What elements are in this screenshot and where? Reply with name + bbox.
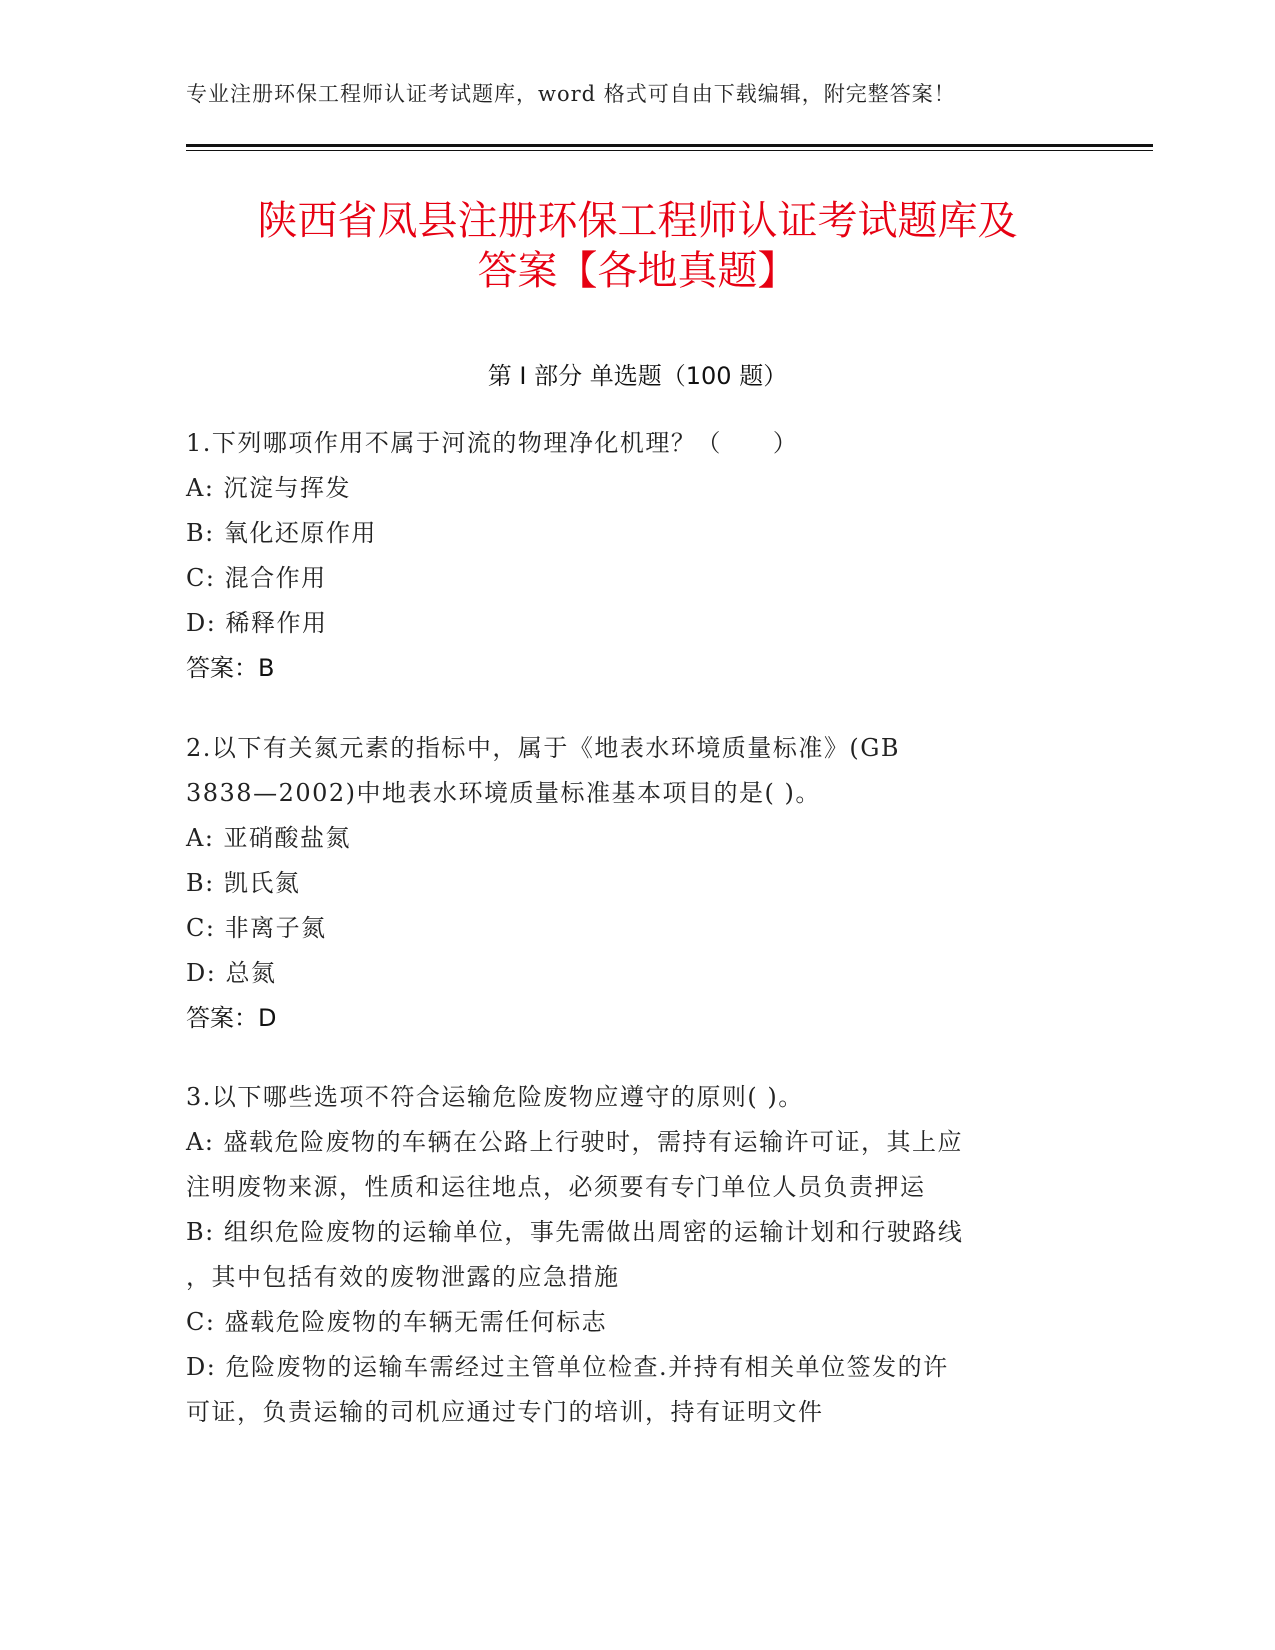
question-1-option-c: C: 混合作用 <box>186 564 327 592</box>
question-2-stem-line-1: 2.以下有关氮元素的指标中，属于《地表水环境质量标准》(GB <box>186 734 901 762</box>
page-header-text: 专业注册环保工程师认证考试题库，word 格式可自由下载编辑，附完整答案！ <box>186 82 956 106</box>
question-1-option-d: D: 稀释作用 <box>186 609 328 637</box>
document-title-line-1: 陕西省凤县注册环保工程师认证考试题库及 <box>257 198 1018 244</box>
header-rule-thick <box>186 144 1153 147</box>
question-1-option-a: A: 沉淀与挥发 <box>186 474 352 502</box>
question-2-option-d: D: 总氮 <box>186 959 277 987</box>
question-3 <box>186 1075 1086 1435</box>
question-2-answer: 答案：D <box>186 1004 277 1032</box>
question-2-option-c: C: 非离子氮 <box>186 914 327 942</box>
question-1-option-b: B: 氧化还原作用 <box>186 519 377 547</box>
header-rule-thin <box>186 150 1153 151</box>
question-3-option-a-line-2: 注明废物来源，性质和运往地点，必须要有专门单位人员负责押运 <box>186 1173 926 1201</box>
question-2-option-b: B: 凯氏氮 <box>186 869 301 897</box>
question-3-option-c: C: 盛载危险废物的车辆无需任何标志 <box>186 1308 608 1336</box>
question-3-option-b-line-2: ，其中包括有效的废物泄露的应急措施 <box>186 1263 620 1291</box>
question-3-option-d-line-1: D: 危险废物的运输车需经过主管单位检查.并持有相关单位签发的许 <box>186 1353 949 1381</box>
question-1-answer: 答案：B <box>186 654 275 682</box>
document-title-line-2: 答案【各地真题】 <box>477 248 798 294</box>
question-2 <box>186 726 1086 1041</box>
question-3-option-d-line-2: 可证，负责运输的司机应通过专门的培训，持有证明文件 <box>186 1398 824 1426</box>
question-3-option-b-line-1: B: 组织危险废物的运输单位，事先需做出周密的运输计划和行驶路线 <box>186 1218 964 1246</box>
question-2-stem-line-2: 3838—2002)中地表水环境质量标准基本项目的是( )。 <box>186 779 821 807</box>
document-title <box>130 196 1145 296</box>
question-3-option-a-line-1: A: 盛载危险废物的车辆在公路上行驶时，需持有运输许可证，其上应 <box>186 1128 964 1156</box>
question-1-stem: 1.下列哪项作用不属于河流的物理净化机理？（ ） <box>186 429 799 457</box>
question-1 <box>186 421 1086 691</box>
question-2-option-a: A: 亚硝酸盐氮 <box>186 824 352 852</box>
section-title: 第 I 部分 单选题（100 题） <box>487 362 788 390</box>
question-3-stem: 3.以下哪些选项不符合运输危险废物应遵守的原则( )。 <box>186 1083 804 1111</box>
